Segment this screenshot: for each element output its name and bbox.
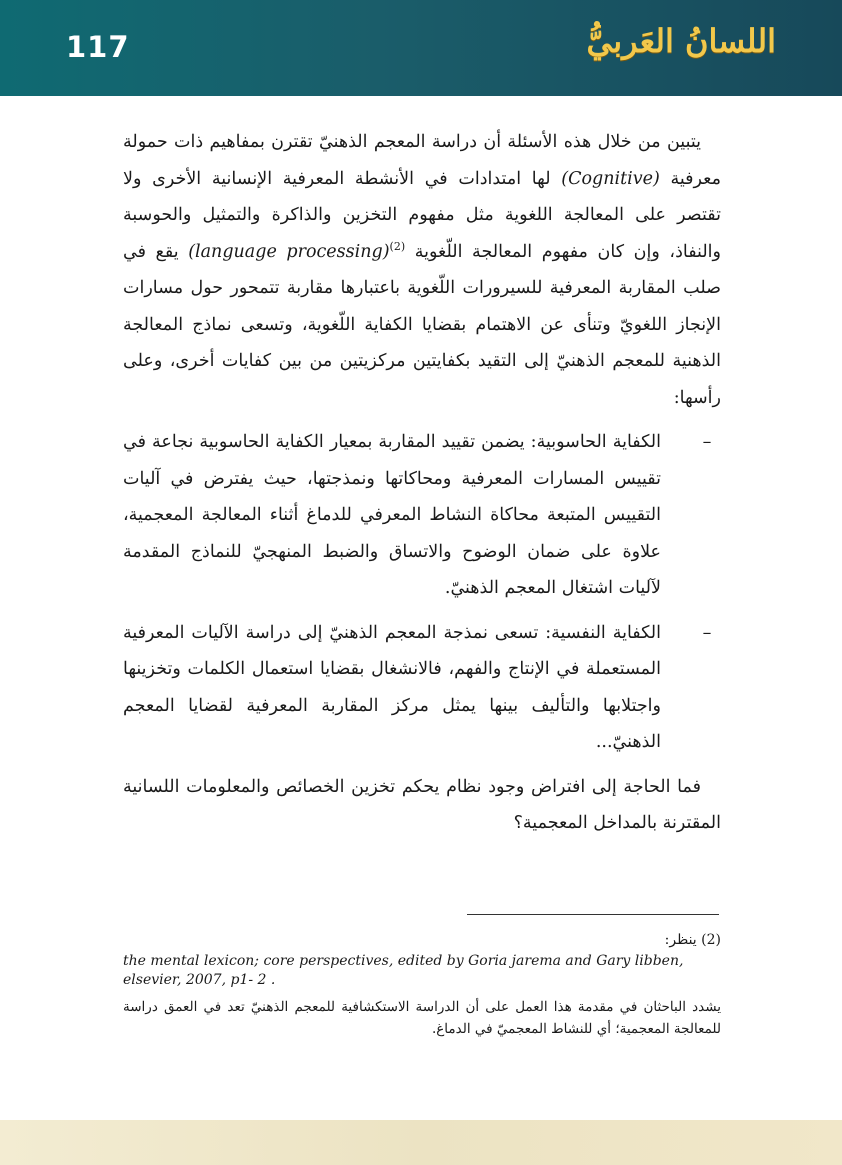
list-item-text: الكفاية النفسية: تسعى نمذجة المعجم الذهنيّ إلى دراسة الآليات المعرفية المستعملة في الإنتاج والفهم، فالانشغال بقضايا استعمال الكلمات وتخزينها واجتلابها والتأليف بينها يمثل مركز المقاربة المعرفية لقضايا المعجم الذهنيّ... — [123, 622, 661, 752]
list-item-text: الكفاية الحاسوبية: يضمن تقييد المقاربة بمعيار الكفاية الحاسوبية نجاعة في تقييس المسارات المعرفية ومحاكاتها ونمذجتها، حيث يفترض في آليات التقييس المتبعة محاكاة النشاط المعرفي للدماغ أثناء المعالجة المعجمية، علاوة على ضمان الوضوح والاتساق والضبط المنهجيّ للنماذج المقدمة لآليات اشتغال المعجم الذهنيّ. — [123, 432, 661, 598]
term-cognitive: (Cognitive) — [561, 168, 660, 189]
intro-part-2: لها امتدادات في الأنشطة المعرفية الإنسانية الأخرى ولا تقتصر على المعالجة اللغوية مثل مفهوم التخزين والذاكرة والتمثيل والحوسبة والنفاذ، وإن كان مفهوم المعالجة اللّغوية — [123, 168, 721, 262]
page-header — [0, 0, 842, 96]
footnote-label: (2) ينظر: — [664, 932, 721, 948]
list-item — [123, 424, 712, 607]
article-body — [123, 124, 721, 842]
list-item — [123, 615, 712, 761]
footer-decoration — [0, 1120, 842, 1165]
dash-bullet: – — [702, 432, 712, 452]
footnote-note: يشدد الباحثان في مقدمة هذا العمل على أن الدراسة الاستكشافية للمعجم الذهنيّ تعد في العمق دراسة للمعالجة المعجمية؛ أي للنشاط المعجميّ في الدماغ. — [123, 999, 721, 1037]
footnote-divider — [467, 914, 719, 915]
intro-part-3: يقع في صلب المقاربة المعرفية للسيرورات اللّغوية باعتبارها مقاربة تتمحور حول مسارات الإنجاز اللغويّ وتنأى عن الاهتمام بقضايا الكفاية اللّغوية، وتسعى نماذج المعالجة الذهنية للمعجم الذهنيّ إلى التقيد بكفايتين مركزيتين من بين كفايات أخرى، وعلى رأسها: — [123, 241, 721, 408]
footnote-reference: the mental lexicon; core perspectives, edited by Goria jarema and Gary libben, elsevier, 2007, p1- 2 . — [123, 953, 684, 988]
dash-bullet: – — [702, 622, 712, 643]
journal-logo: اللسانُ العَربيُّ — [586, 22, 776, 60]
closing-question: فما الحاجة إلى افتراض وجود نظام يحكم تخزين الخصائص والمعلومات اللسانية المقترنة بالمداخل المعجمية؟ — [123, 776, 721, 833]
competencies-list — [123, 424, 721, 761]
intro-part-1: يتبين من خلال هذه الأسئلة أن دراسة المعجم الذهنيّ تقترن بمفاهيم ذات حمولة معرفية — [123, 132, 721, 189]
term-language-processing: (language processing) — [188, 241, 390, 262]
intro-paragraph — [123, 124, 721, 416]
page-number: 117 — [66, 30, 130, 64]
footnote — [123, 930, 721, 1040]
footnote-marker[interactable]: (2) — [389, 239, 406, 253]
